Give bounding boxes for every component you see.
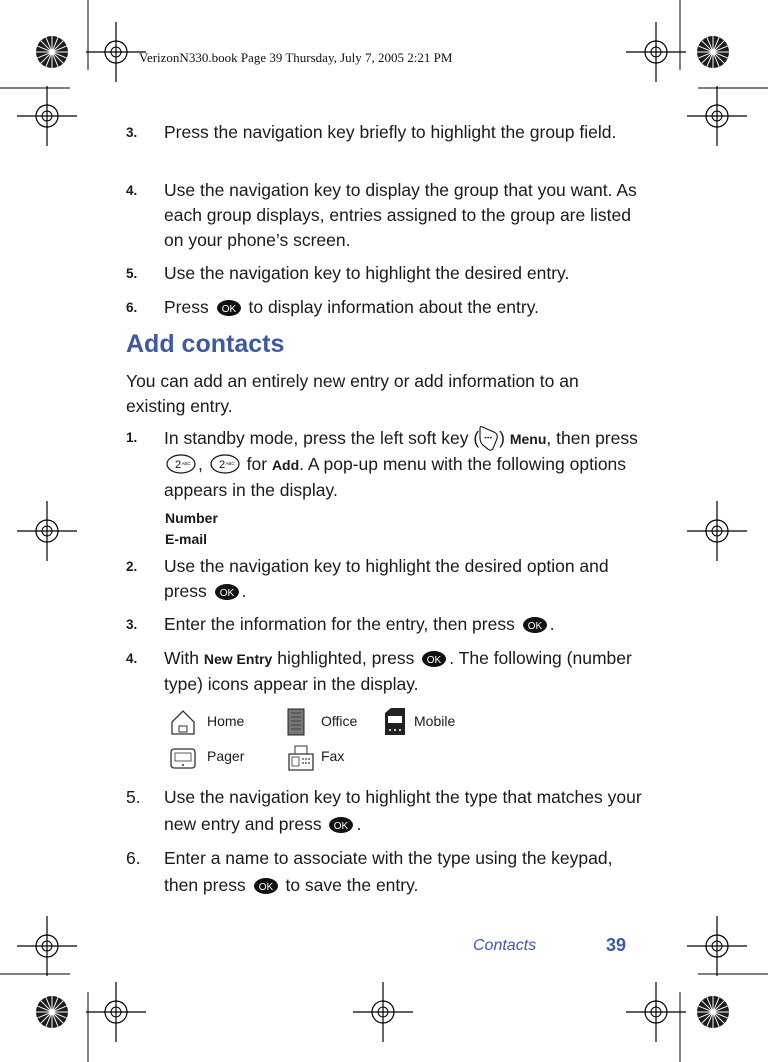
registration-rosette [36, 36, 68, 68]
ok-key-icon [253, 877, 279, 895]
pager-icon [170, 746, 196, 770]
step-text: Press [164, 297, 209, 317]
registration-cross [17, 501, 77, 561]
pager-label: Pager [207, 748, 245, 764]
step-number: 6. [126, 848, 141, 868]
mobile-icon [383, 707, 407, 736]
new-entry-label: New Entry [203, 651, 273, 667]
step-number: 4. [126, 183, 138, 198]
step-text: . [549, 614, 555, 634]
section-title: Add contacts [126, 330, 285, 358]
step-text: to display information about the entry. [248, 297, 540, 317]
step-5-top [126, 261, 646, 286]
two-abc-key-icon [166, 454, 196, 474]
registration-cross [687, 916, 747, 976]
footer-section-name: Contacts [473, 937, 537, 954]
step-number: 5. [126, 787, 141, 807]
home-label: Home [207, 713, 245, 729]
step-text: . [241, 581, 247, 601]
step-text: ) [499, 428, 505, 448]
step-number: 3. [126, 617, 138, 632]
step-3 [126, 612, 646, 637]
section-intro: You can add an entirely new entry or add information to an existing entry. [126, 371, 579, 416]
print-header: VerizonN330.book Page 39 Thursday, July 7, 2005 2:21 PM [139, 50, 453, 65]
step-text: . A pop-up menu with the following options appears in the display. [164, 454, 627, 500]
step-3-top [126, 120, 646, 145]
step-text: for [246, 454, 268, 474]
step-6-top [126, 295, 646, 320]
ok-key-icon [421, 650, 447, 668]
office-label: Office [321, 713, 358, 729]
registration-cross [17, 86, 77, 146]
step-text: . The following (number type) icons appear in the display. [164, 648, 632, 694]
step-text: highlighted, press [277, 648, 415, 668]
registration-cross [687, 86, 747, 146]
step-text: to save the entry. [285, 875, 419, 895]
step-text: , [198, 454, 203, 474]
step-text: Enter the information for the entry, then press [164, 614, 515, 634]
registration-rosette [36, 996, 68, 1028]
registration-cross [626, 22, 686, 82]
step-text: With [164, 648, 199, 668]
step-2 [126, 554, 646, 604]
step-text: Enter a name to associate with the type using the keypad, then press [164, 848, 613, 895]
step-text: Use the navigation key to highlight the type that matches your new entry and press [164, 787, 642, 834]
step-number: 4. [126, 651, 138, 666]
page-number: 39 [606, 935, 627, 955]
fax-icon [287, 745, 315, 771]
step-number: 3. [126, 125, 138, 140]
ok-key-icon [216, 299, 242, 317]
step-number: 2. [126, 559, 138, 574]
two-abc-key-icon [210, 454, 240, 474]
step-number: 6. [126, 300, 138, 315]
ok-key-icon [328, 816, 354, 834]
step-text: Use the navigation key to highlight the desired option and press [164, 556, 609, 601]
home-icon [170, 708, 196, 736]
step-text: , then press [546, 428, 638, 448]
option-email: E-mail [165, 531, 208, 547]
registration-cross [353, 982, 413, 1042]
ok-key-icon [522, 616, 548, 634]
registration-cross [86, 22, 146, 82]
registration-cross [86, 982, 146, 1042]
step-1 [126, 425, 646, 503]
step-text: Use the navigation key to highlight the desired entry. [164, 263, 570, 283]
step-number: 5. [126, 266, 138, 281]
step-6 [126, 845, 646, 899]
step-4 [126, 646, 646, 697]
registration-cross [17, 916, 77, 976]
option-number: Number [165, 510, 218, 526]
step-text: In standby mode, press the left soft key ( [164, 428, 480, 448]
registration-rosette [697, 36, 729, 68]
office-icon [287, 708, 305, 736]
registration-cross [626, 982, 686, 1042]
ok-key-icon [214, 583, 240, 601]
mobile-label: Mobile [414, 713, 456, 729]
left-soft-key-icon [479, 425, 499, 452]
step-5 [126, 784, 646, 838]
step-text: . [356, 814, 362, 834]
registration-rosette [697, 996, 729, 1028]
registration-cross [687, 501, 747, 561]
step-text: Press the navigation key briefly to highlight the group field. [164, 122, 617, 142]
add-label: Add [271, 457, 300, 473]
step-number: 1. [126, 430, 138, 445]
fax-label: Fax [321, 748, 345, 764]
step-4-top [126, 178, 646, 253]
menu-label: Menu [509, 431, 547, 447]
step-text: Use the navigation key to display the group that you want. As each group displays, entries assigned to the group are listed on your phone’s screen. [164, 180, 637, 250]
